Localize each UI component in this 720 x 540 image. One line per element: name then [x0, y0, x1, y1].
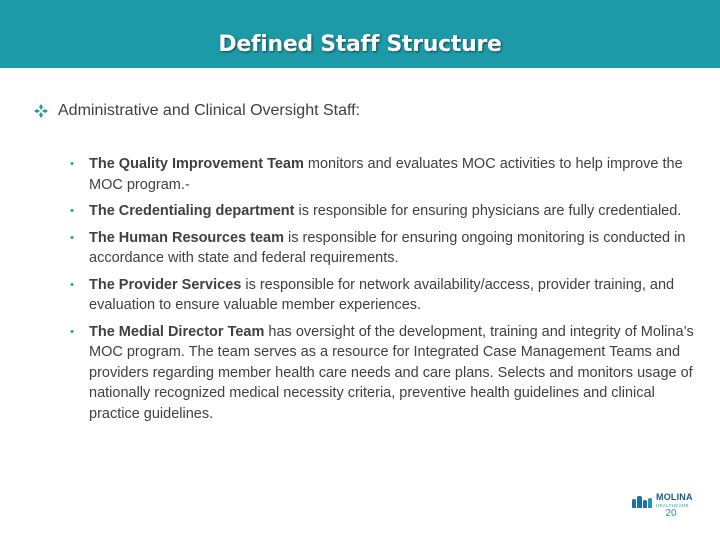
- list-item-text: is responsible for ensuring ongoing monitoring is conducted in accordance with state and federal requirements.: [89, 229, 686, 266]
- logo-figure: [632, 499, 636, 508]
- main-bullet: [34, 101, 360, 121]
- list-item-text: is responsible for ensuring physicians are fully credentialed.: [294, 203, 682, 219]
- slide-title: [0, 30, 720, 60]
- list-item-text: monitors and evaluates MOC activities to help improve the MOC program.-: [89, 156, 683, 193]
- molina-logo: [632, 486, 712, 508]
- list-item-heading: The Quality Improvement Team: [89, 156, 304, 172]
- logo-name: MOLINA: [656, 491, 693, 502]
- logo-figure: [648, 498, 652, 508]
- list-item-heading: The Credentialing department: [89, 203, 295, 219]
- logo-sub: HEALTHCARE: [656, 502, 689, 508]
- list-item-text: is responsible for network availability/access, provider training, and evaluation to ensure valuable member experiences.: [89, 276, 675, 313]
- list-item-heading: The Medial Director Team: [89, 323, 265, 340]
- bullet-dot-icon: •: [70, 231, 74, 244]
- main-bullet-label: Administrative and Clinical Oversight Staff:: [58, 102, 361, 119]
- bullet-dot-icon: •: [70, 205, 74, 217]
- list-item: [67, 275, 707, 316]
- bullet-dot-icon: •: [70, 278, 74, 291]
- slide-title-text: Defined Staff Structure: [218, 32, 502, 57]
- logo-figure: [643, 500, 647, 508]
- list-item: [67, 154, 707, 195]
- list-item-heading: The Human Resources team: [89, 229, 285, 246]
- list-item-text: has oversight of the development, training and integrity of Molina’s MOC program. The team serves as a resource for Integrated Case Management Teams and providers regarding member health care needs and care plans. Selects and monitors usage of nationally recognized medical necessity criteria, preventive health guidelines and clinical practice guidelines.: [89, 323, 694, 422]
- list-item: [67, 201, 707, 222]
- bullet-dot-icon: •: [70, 158, 74, 170]
- logo-figure: [637, 496, 642, 508]
- logo-text: [656, 488, 693, 509]
- molina-logo-icon: [632, 496, 653, 508]
- bullet-dot-icon: •: [70, 325, 74, 338]
- list-item-heading: The Provider Services: [89, 276, 242, 293]
- list-item: [67, 322, 707, 425]
- diamond-bullet-icon: [34, 104, 48, 118]
- staff-list: [67, 154, 707, 430]
- page-number: 20: [665, 508, 677, 519]
- list-item: [67, 228, 707, 269]
